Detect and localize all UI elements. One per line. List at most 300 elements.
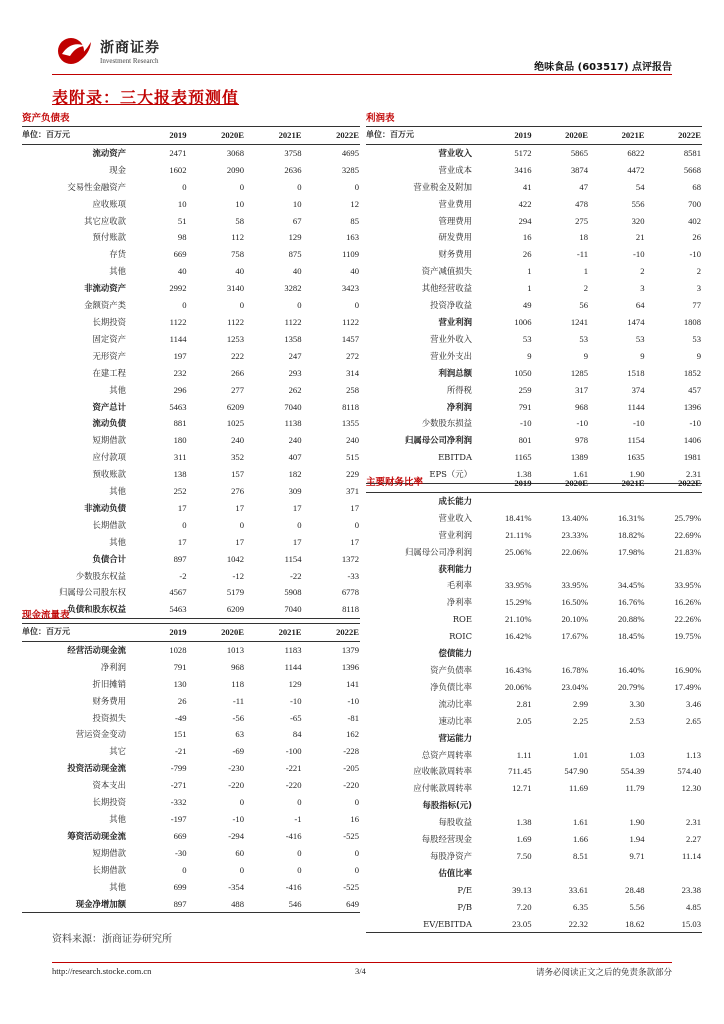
row-value: 402	[688, 215, 701, 226]
row-value: 5179	[226, 587, 244, 598]
table-row	[22, 641, 360, 658]
row-value: -525	[343, 830, 359, 841]
row-label: 预收账款	[92, 469, 126, 480]
row-value: 22.32	[533, 916, 590, 933]
row-value	[476, 730, 533, 747]
row-label: 其他	[109, 813, 126, 824]
row-value: 3758	[284, 147, 302, 158]
row-value: 0	[182, 300, 187, 311]
row-label: 营业成本	[438, 164, 472, 175]
row-value: 1165	[514, 452, 532, 463]
row-label: 资产总计	[92, 401, 126, 412]
row-value: 18	[579, 232, 588, 243]
row-value: 1.38	[516, 817, 532, 828]
row-value: 1.66	[572, 834, 588, 845]
row-value: 1	[527, 283, 532, 294]
row-value: 11.69	[568, 783, 588, 794]
row-label: 短期借款	[92, 847, 126, 858]
row-value: 8118	[303, 601, 361, 618]
logo-en-text: Investment Research	[100, 57, 159, 65]
row-label: 折旧摊销	[92, 678, 126, 689]
table-row	[366, 365, 702, 382]
row-value: 22.69%	[674, 529, 701, 540]
row-label: 净负债比率	[430, 681, 472, 692]
row-value: -49	[175, 712, 187, 723]
row-value: 7.50	[516, 850, 532, 861]
row-value: 1122	[284, 316, 302, 327]
year-header: 2020E	[188, 624, 246, 641]
row-value: -81	[347, 712, 359, 723]
row-label: 所得税	[446, 384, 472, 395]
row-label: EPS（元）	[366, 466, 476, 483]
row-value: 4695	[341, 147, 359, 158]
row-value: 711.45	[508, 766, 532, 777]
row-value: 0	[182, 864, 187, 875]
row-label: 归属母公司股东权	[59, 587, 126, 598]
table-row	[22, 399, 360, 416]
row-value: 1808	[683, 316, 701, 327]
row-value: 1981	[683, 452, 701, 463]
row-value: 546	[245, 896, 303, 913]
table-row	[22, 896, 360, 913]
table-row	[366, 415, 702, 432]
row-value: 15.03	[646, 916, 703, 933]
row-value: 17.49%	[674, 681, 701, 692]
row-value: 0	[297, 847, 302, 858]
row-value: -416	[285, 881, 302, 892]
row-value	[589, 865, 646, 882]
row-value: 0	[297, 181, 302, 192]
cash-flow-table	[22, 624, 360, 913]
row-value: 275	[575, 215, 588, 226]
row-value: 53	[522, 333, 532, 344]
row-value: 309	[288, 486, 302, 497]
row-value: 0	[239, 519, 244, 530]
row-label: 毛利率	[446, 580, 472, 591]
row-label: 财务费用	[438, 249, 472, 260]
row-value: 1372	[341, 553, 359, 564]
row-value: 19.75%	[674, 631, 701, 642]
row-value: 163	[346, 232, 359, 243]
row-value: 314	[346, 367, 359, 378]
row-label: 营业利润	[438, 316, 472, 327]
year-header: 2021E	[589, 475, 646, 492]
row-value: 4567	[169, 587, 187, 598]
row-value: 897	[130, 896, 188, 913]
income-statement-title: 利润表	[366, 110, 702, 127]
row-value: 0	[239, 300, 244, 311]
row-value: 17	[235, 536, 244, 547]
row-value: 17	[177, 536, 187, 547]
table-row	[366, 162, 702, 179]
table-row	[22, 517, 360, 534]
row-value: 129	[288, 232, 302, 243]
row-value: 2.65	[685, 715, 701, 726]
row-value: 16.42%	[505, 631, 532, 642]
row-value	[589, 561, 646, 578]
row-label: 资产减值损失	[421, 266, 472, 277]
row-value: 60	[235, 847, 244, 858]
row-value: 2.31	[685, 817, 701, 828]
table-group-row	[366, 645, 702, 662]
row-label: 应付款项	[92, 452, 126, 463]
row-value: 1	[527, 266, 532, 277]
row-value: 3068	[226, 147, 244, 158]
row-label: 营业利润	[438, 529, 472, 540]
row-value	[589, 797, 646, 814]
row-value: 53	[692, 333, 701, 344]
row-label: 利润总额	[438, 367, 472, 378]
table-row	[22, 676, 360, 693]
row-value: 1.13	[685, 749, 701, 760]
row-value: 0	[354, 847, 359, 858]
row-value: 1406	[683, 435, 701, 446]
footer-divider	[52, 962, 672, 963]
row-value: 881	[173, 418, 187, 429]
row-value: 968	[231, 661, 244, 672]
row-value: 1042	[226, 553, 244, 564]
row-value: 1.61	[533, 466, 590, 483]
row-value: 1144	[169, 333, 187, 344]
row-value: 157	[231, 469, 244, 480]
unit-label: 单位：百万元	[366, 127, 476, 144]
row-value: 26	[177, 695, 187, 706]
row-value: 85	[350, 215, 359, 226]
table-row	[22, 845, 360, 862]
row-value: 98	[177, 232, 187, 243]
report-title: 绝味食品 (603517) 点评报告	[534, 62, 672, 73]
table-row	[22, 466, 360, 483]
row-value: 6.35	[572, 901, 588, 912]
table-row	[366, 594, 702, 611]
row-value	[476, 645, 533, 662]
table-group-row	[366, 561, 702, 578]
row-value: 20.88%	[618, 614, 645, 625]
table-row	[366, 280, 702, 297]
table-row	[22, 862, 360, 879]
row-label: 每股净资产	[430, 850, 472, 861]
row-value: 12	[350, 198, 359, 209]
row-value: -22	[290, 570, 302, 581]
row-value	[646, 865, 703, 882]
row-value: 16	[350, 813, 359, 824]
row-value: 17	[350, 536, 359, 547]
row-value: 320	[631, 215, 645, 226]
year-header: 2021E	[245, 624, 303, 641]
row-value: 11.14	[681, 850, 701, 861]
table-row	[366, 831, 702, 848]
row-value: 26	[522, 249, 532, 260]
row-value: 222	[231, 350, 244, 361]
unit-label: 单位：百万元	[22, 624, 130, 641]
row-value	[589, 492, 646, 509]
row-label: 非流动负债	[84, 502, 126, 513]
row-value: 21.83%	[674, 546, 701, 557]
row-value: 0	[239, 797, 244, 808]
row-label: P/E	[457, 884, 472, 895]
row-value: -332	[170, 797, 187, 808]
row-value	[646, 492, 703, 509]
row-label: 估值比率	[438, 867, 472, 878]
row-value: 20.10%	[561, 614, 588, 625]
row-value: 252	[173, 486, 187, 497]
year-header: 2019	[130, 127, 188, 144]
row-value	[646, 561, 703, 578]
row-label: 其它	[109, 746, 126, 757]
row-value: 12.30	[681, 783, 701, 794]
row-value: -205	[343, 763, 359, 774]
row-value: 25.79%	[674, 512, 701, 523]
row-value: 2.81	[516, 698, 532, 709]
row-value: -221	[285, 763, 302, 774]
row-value: 21.11%	[505, 529, 532, 540]
table-row	[22, 811, 360, 828]
row-value: 5908	[284, 587, 302, 598]
row-value: -10	[633, 249, 645, 260]
row-value: 240	[231, 435, 244, 446]
row-value: 9	[640, 350, 645, 361]
year-header: 2022E	[303, 127, 361, 144]
row-value: 1122	[342, 316, 359, 327]
row-value: 17	[350, 502, 359, 513]
table-row	[366, 713, 702, 730]
row-value: 1285	[570, 367, 588, 378]
row-label: 现金	[109, 164, 126, 175]
row-value: 141	[346, 678, 359, 689]
table-row	[366, 246, 702, 263]
row-value: 0	[354, 181, 359, 192]
row-label: P/B	[457, 901, 472, 912]
row-label: 应收账项	[92, 198, 126, 209]
table-row	[366, 544, 702, 561]
row-value: 64	[635, 300, 645, 311]
row-value: 16	[522, 232, 532, 243]
row-value: -10	[576, 418, 588, 429]
row-value: 33.95%	[561, 580, 588, 591]
row-value: 58	[235, 215, 244, 226]
table-row	[22, 449, 360, 466]
row-label: 其他	[109, 266, 126, 277]
row-value: 0	[297, 300, 302, 311]
row-value: 700	[688, 198, 701, 209]
row-value: 56	[579, 300, 588, 311]
row-value: 240	[288, 435, 302, 446]
row-value: 0	[354, 864, 359, 875]
table-row	[22, 760, 360, 777]
row-value: 2.31	[646, 466, 703, 483]
row-value: -525	[343, 881, 359, 892]
row-value: 53	[635, 333, 645, 344]
row-value: 1.01	[572, 749, 588, 760]
table-row	[366, 348, 702, 365]
row-label: 营业税金及附加	[413, 181, 472, 192]
row-value: 17	[292, 502, 302, 513]
table-row	[22, 314, 360, 331]
balance-sheet-panel	[22, 110, 360, 619]
row-label: 少数股东损益	[421, 418, 472, 429]
row-value	[589, 645, 646, 662]
row-label: 净利率	[446, 597, 472, 608]
row-value: 23.38	[681, 884, 701, 895]
row-label: 营业外收入	[430, 333, 472, 344]
row-value: 5865	[570, 147, 588, 158]
row-label: 应收帐款周转率	[413, 766, 472, 777]
cash-flow-title: 现金流量表	[22, 607, 360, 624]
row-value: 0	[354, 300, 359, 311]
table-row	[22, 726, 360, 743]
row-value: 162	[346, 729, 359, 740]
row-value: -10	[232, 813, 244, 824]
row-value: 669	[173, 830, 187, 841]
income-statement-table	[366, 127, 702, 484]
table-row	[366, 899, 702, 916]
balance-sheet-title: 资产负债表	[22, 110, 360, 127]
row-value: 3416	[514, 164, 532, 175]
table-row	[22, 382, 360, 399]
row-value: 8581	[683, 147, 701, 158]
row-value: 801	[518, 435, 532, 446]
table-row	[22, 794, 360, 811]
row-value: 3	[696, 283, 701, 294]
row-value: 352	[231, 452, 244, 463]
row-value: 112	[231, 232, 244, 243]
row-value: -220	[228, 780, 244, 791]
row-label: 流动资产	[92, 147, 126, 158]
data-source-note: 资料来源：浙商证券研究所	[52, 934, 172, 945]
row-value: 84	[292, 729, 302, 740]
row-value: 422	[518, 198, 532, 209]
row-value: 1457	[341, 333, 359, 344]
table-row	[22, 743, 360, 760]
row-label: 营运能力	[438, 732, 472, 743]
row-value: 1396	[683, 401, 701, 412]
row-label: EV/EBITDA	[366, 916, 476, 933]
row-value: 2090	[226, 164, 244, 175]
row-value	[646, 645, 703, 662]
year-header: 2021E	[589, 127, 646, 144]
table-row	[22, 162, 360, 179]
table-row	[366, 263, 702, 280]
table-row	[366, 432, 702, 449]
row-value: 3282	[284, 283, 302, 294]
row-value: 5.56	[629, 901, 645, 912]
row-value: 311	[173, 452, 187, 463]
row-value: 17	[177, 502, 187, 513]
row-value: 478	[575, 198, 588, 209]
row-value: -1	[294, 813, 302, 824]
row-value: 2	[583, 283, 588, 294]
table-row	[22, 263, 360, 280]
row-label: 长期投资	[92, 316, 126, 327]
row-value: -416	[285, 830, 302, 841]
row-value: 12.71	[512, 783, 532, 794]
row-value: -12	[232, 570, 244, 581]
row-value: 34.45%	[618, 580, 645, 591]
row-value: 294	[518, 215, 532, 226]
row-value: 54	[635, 181, 645, 192]
row-label: 研发费用	[438, 232, 472, 243]
row-value: 791	[518, 401, 532, 412]
row-value: 67	[292, 215, 302, 226]
row-value: 1144	[284, 661, 302, 672]
table-row	[366, 577, 702, 594]
balance-sheet-table	[22, 127, 360, 619]
row-label: 营业收入	[438, 512, 472, 523]
table-row	[366, 763, 702, 780]
row-value: 1253	[226, 333, 244, 344]
row-value: 15.29%	[505, 597, 532, 608]
table-row	[366, 510, 702, 527]
row-value	[533, 797, 590, 814]
row-label: 营业收入	[438, 147, 472, 158]
footer-url-link[interactable]: http://research.stocke.com.cn	[52, 966, 152, 976]
row-value: 1355	[341, 418, 359, 429]
logo-icon	[56, 36, 94, 66]
row-value: 0	[239, 181, 244, 192]
row-value	[476, 797, 533, 814]
row-value: 68	[692, 181, 701, 192]
row-value: 7040	[245, 601, 303, 618]
row-label: 现金净增加额	[22, 896, 130, 913]
disclaimer-note: 请务必阅读正文之后的免责条款部分	[535, 968, 672, 978]
row-label: 其他	[109, 486, 126, 497]
row-value: 3285	[341, 164, 359, 175]
row-value: 277	[231, 384, 244, 395]
row-value	[533, 865, 590, 882]
row-value: 258	[346, 384, 359, 395]
row-value: 49	[522, 300, 532, 311]
table-row	[366, 611, 702, 628]
table-row	[22, 551, 360, 568]
row-label: 交易性金融资产	[67, 181, 126, 192]
table-row	[22, 213, 360, 230]
row-value: 20.79%	[618, 681, 645, 692]
row-label: 其他经营收益	[421, 283, 472, 294]
row-value: 2992	[169, 283, 187, 294]
row-label: 每股经营现金	[421, 834, 472, 845]
row-value	[476, 865, 533, 882]
table-row	[366, 882, 702, 899]
row-value: 151	[173, 729, 187, 740]
row-label: 少数股东权益	[75, 570, 126, 581]
row-label: 归属母公司净利润	[405, 435, 472, 446]
table-row	[22, 415, 360, 432]
row-value: 0	[354, 519, 359, 530]
table-row	[366, 916, 702, 933]
row-value: 23.33%	[561, 529, 588, 540]
row-value: -228	[343, 746, 359, 757]
table-row	[366, 527, 702, 544]
row-value: -11	[576, 249, 588, 260]
row-value: -100	[285, 746, 302, 757]
row-label: ROE	[452, 614, 472, 625]
row-value	[589, 730, 646, 747]
row-value: 9	[527, 350, 532, 361]
table-row	[22, 144, 360, 161]
row-value: 77	[692, 300, 701, 311]
table-row	[22, 297, 360, 314]
table-row	[366, 314, 702, 331]
year-header: 2020E	[533, 127, 590, 144]
row-value: 41	[522, 181, 532, 192]
table-row	[366, 213, 702, 230]
row-value: 296	[173, 384, 187, 395]
row-value: 7.20	[516, 901, 532, 912]
row-value	[646, 797, 703, 814]
row-label: 无形资产	[92, 350, 126, 361]
row-value: 1241	[570, 316, 588, 327]
row-value: 26	[692, 232, 701, 243]
